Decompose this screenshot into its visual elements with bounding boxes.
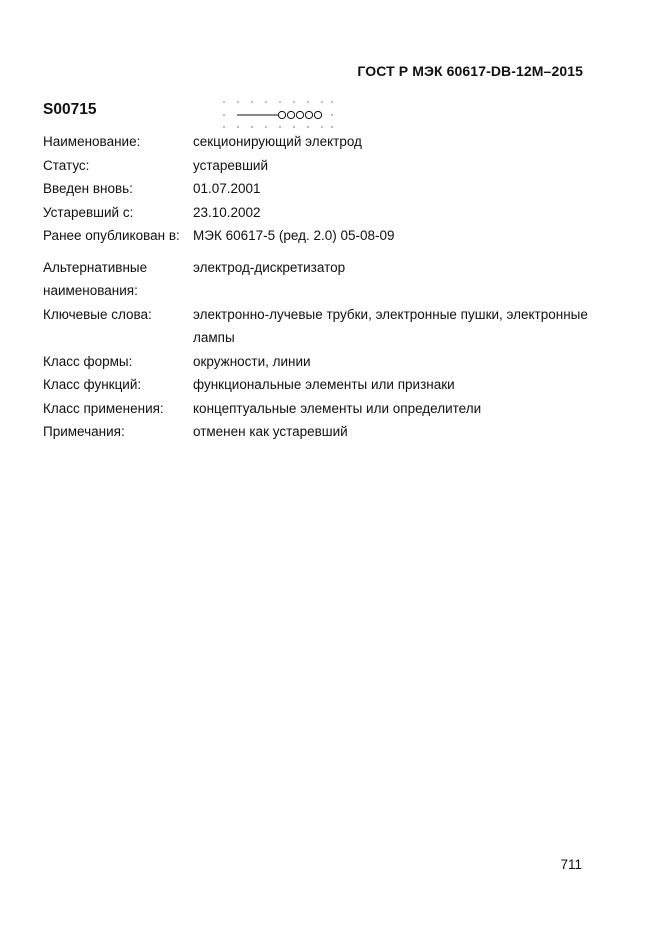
field-label: Ключевые слова: [43,306,152,322]
field-row-application-class [43,397,603,421]
field-value: функциональные элементы или признаки [193,377,455,392]
field-row-keywords [43,303,603,350]
field-value: окружности, линии [193,353,311,369]
field-label: Примечания: [43,424,125,439]
field-row-obsolete-since [43,201,603,225]
field-label: Альтернативные наименования: [43,259,148,298]
field-row-notes [43,420,603,444]
field-value: электронно-лучевые трубки, электронные пушки, электронные лампы [193,306,588,345]
field-row-function-class [43,373,603,397]
field-row-previously-published [43,224,603,248]
field-value: секционирующий электрод [193,134,362,149]
field-value: отменен как устаревший [193,424,348,439]
field-row-name [43,130,603,154]
field-label: Введен вновь: [43,181,133,196]
field-row-alternative-names [43,256,603,303]
field-label: Устаревший с: [43,204,134,220]
field-label: Наименование: [43,134,141,149]
field-value: МЭК 60617-5 (ред. 2.0) 05-08-09 [193,228,395,243]
field-row-status [43,154,603,178]
symbol-attributes [43,130,603,444]
symbol-id: S00715 [43,101,97,118]
field-row-introduced [43,177,603,201]
field-label: Класс формы: [43,353,133,369]
field-label: Статус: [43,157,90,173]
field-label: Ранее опубликован в: [43,228,180,243]
field-value: 23.10.2002 [193,204,261,220]
field-value: 01.07.2001 [193,181,261,196]
field-value: устаревший [193,157,268,173]
field-value: электрод-дискретизатор [193,259,346,275]
sectional-electrode-symbol-icon [222,100,334,130]
page-number: 711 [560,857,582,872]
field-value: концептуальные элементы или определители [193,400,482,416]
standard-header: ГОСТ Р МЭК 60617-DB-12M–2015 [357,63,583,79]
field-label: Класс применения: [43,400,164,416]
field-row-shape-class [43,350,603,374]
field-label: Класс функций: [43,377,142,392]
